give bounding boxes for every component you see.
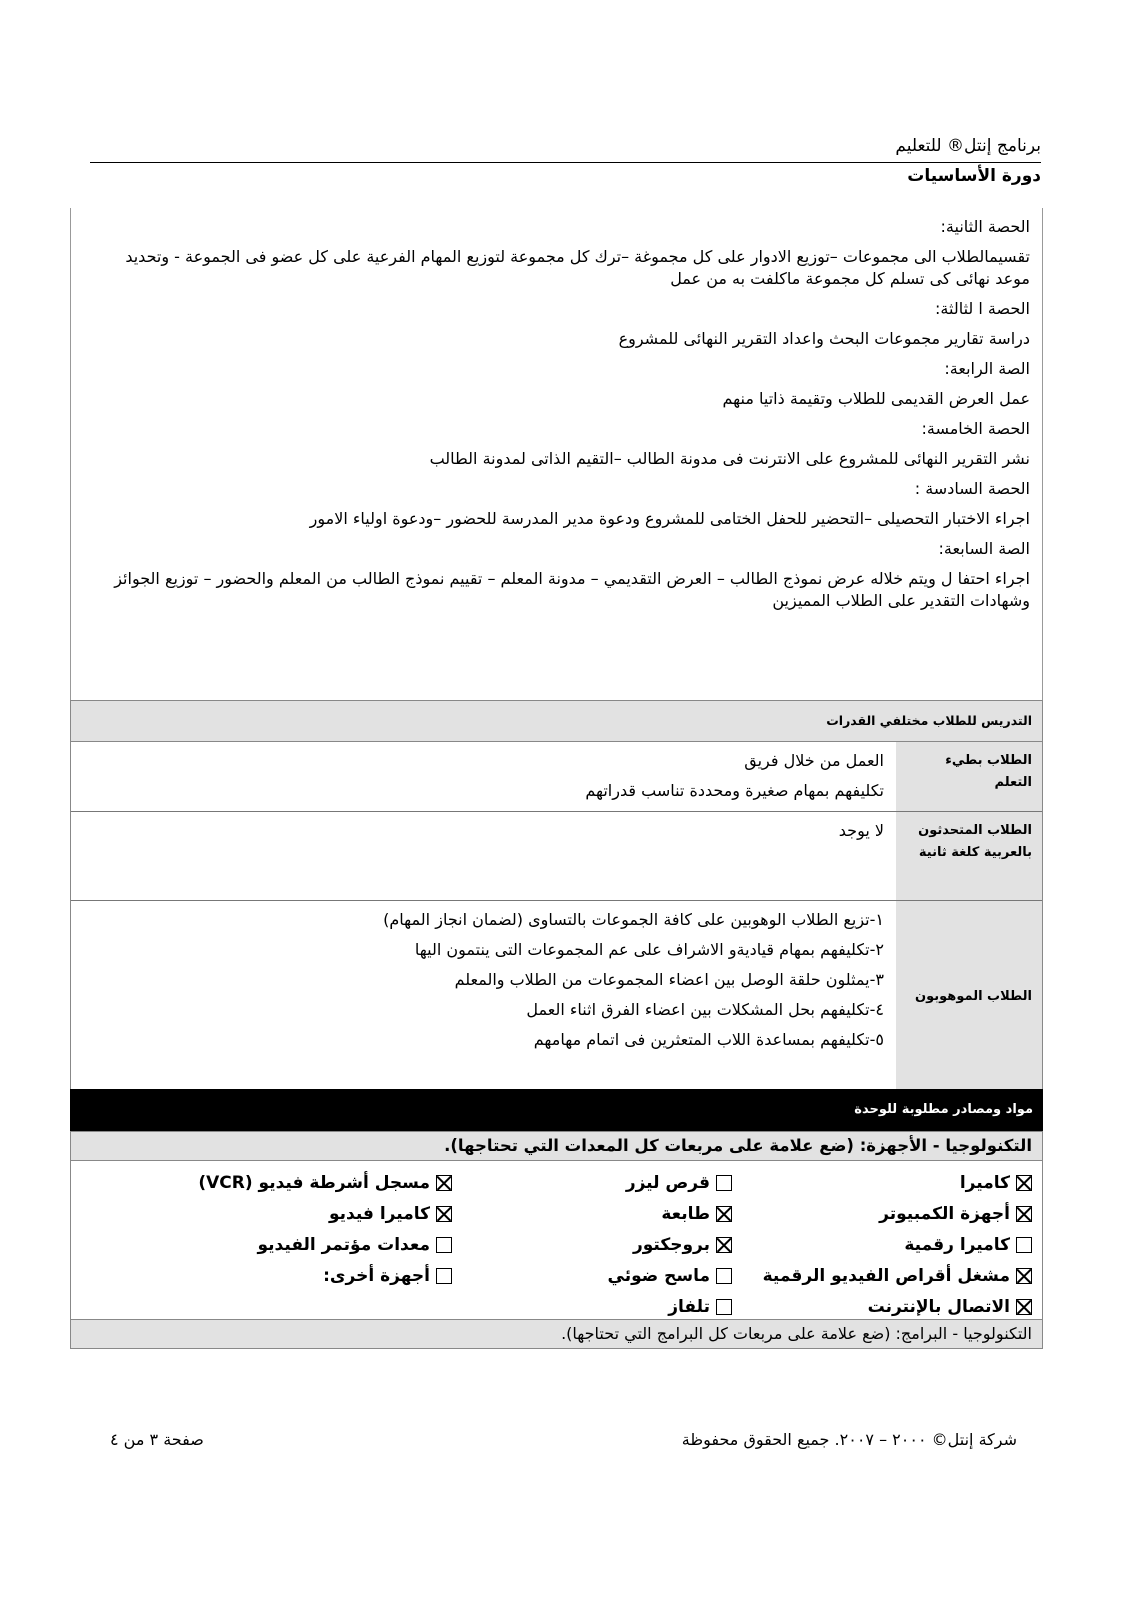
slow-learners-content xyxy=(71,742,896,811)
hardware-item-vcr xyxy=(152,1167,452,1198)
materials-heading: مواد ومصادر مطلوبة للوحدة xyxy=(70,1089,1043,1131)
checkbox-checked-icon[interactable] xyxy=(1016,1299,1032,1315)
lesson-heading: الحصة الثانية: xyxy=(940,217,1030,236)
hardware-item-label: مشغل أقراص الفيديو الرقمية xyxy=(762,1265,1010,1286)
hardware-item-camera xyxy=(772,1167,1032,1198)
strategy-line: ٣-يمثلون حلقة الوصل بين اعضاء المجموعات من الطلاب والمعلم xyxy=(454,970,884,989)
hardware-item-label: قرص ليزر xyxy=(625,1172,710,1193)
lesson-heading: الحصة السادسة : xyxy=(914,479,1030,498)
hardware-item-label: الاتصال بالإنترنت xyxy=(867,1296,1010,1317)
arabic-second-language-content xyxy=(71,812,896,900)
hardware-item-video-camera xyxy=(152,1198,452,1229)
lesson-heading: الصة السابعة: xyxy=(938,539,1030,558)
hardware-item-label: معدات مؤتمر الفيديو xyxy=(257,1234,430,1255)
hardware-column xyxy=(152,1167,452,1291)
hardware-item-scanner xyxy=(552,1260,732,1291)
hardware-item-label: كاميرا xyxy=(959,1172,1010,1193)
checkbox-empty-icon[interactable] xyxy=(716,1175,732,1191)
checkbox-checked-icon[interactable] xyxy=(1016,1206,1032,1222)
hardware-checklist xyxy=(70,1161,1043,1319)
lesson-text: تقسيمالطلاب الى مجموعات –توزيع الادوار على كل مجموغة –ترك كل مجموعة لتوزيع المهام الفرعية على كل عضو فى الجموعة - وتحديد موعد نهائى كى تسلم كل مجموعة ماكلفت به من عمل xyxy=(125,247,1030,288)
lesson-text: دراسة تقارير مجموعات البحث واعداد التقرير النهائى للمشروع xyxy=(618,329,1030,348)
footer-page-number: صفحة ٣ من ٤ xyxy=(110,1430,204,1449)
hardware-item-internet xyxy=(772,1291,1032,1322)
hardware-heading: التكنولوجيا - الأجهزة: (ضع علامة على مربعات كل المعدات التي تحتاجها). xyxy=(70,1131,1043,1161)
hardware-item-label: أجهزة الكمبيوتر xyxy=(879,1203,1010,1224)
hardware-column xyxy=(552,1167,732,1322)
hardware-item-label: كاميرا رقمية xyxy=(904,1234,1010,1255)
checkbox-checked-icon[interactable] xyxy=(1016,1268,1032,1284)
hardware-item-laser-disk xyxy=(552,1167,732,1198)
strategy-line: ٤-تكليفهم بحل المشكلات بين اعضاء الفرق اثناء العمل xyxy=(526,1000,884,1019)
strategy-line: ١-تزيع الطلاب الوهوبين على كافة الجموعات بالتساوى (لضمان انجاز المهام) xyxy=(383,910,884,929)
program-title: برنامج إنتل® للتعليم xyxy=(895,136,1041,156)
arabic-second-language-row xyxy=(71,812,1042,901)
strategy-line: لا يوجد xyxy=(838,821,884,840)
hardware-item-label: مسجل أشرطة فيديو (VCR) xyxy=(198,1172,430,1193)
hardware-item-label: كاميرا فيديو xyxy=(329,1203,430,1224)
lesson-text: اجراء احتفا ل ويتم خلاله عرض نموذج الطالب – العرض التقديمي – مدونة المعلم – تقييم نموذج الطالب من المعلم والحضور – توزيع الجوائز وشهادات التقدير على الطلاب المميزين xyxy=(114,569,1030,610)
hardware-item-label: ماسح ضوئي xyxy=(607,1265,710,1286)
hardware-item-computers xyxy=(772,1198,1032,1229)
checkbox-empty-icon[interactable] xyxy=(436,1268,452,1284)
lesson-procedures-section xyxy=(70,208,1043,700)
strategy-line: العمل من خلال فريق xyxy=(744,751,884,770)
lesson-text: عمل العرض القديمى للطلاب وتقيمة ذاتيا منهم xyxy=(722,389,1030,408)
strategy-line: تكليفهم بمهام صغيرة ومحددة تناسب قدراتهم xyxy=(585,781,884,800)
lesson-text: نشر التقرير النهائى للمشروع على الانترنت فى مدونة الطالب –التقيم الذاتى لمدونة الطالب xyxy=(429,449,1030,468)
header-divider xyxy=(90,162,1041,163)
slow-learners-label: الطلاب بطيء التعلم xyxy=(896,742,1042,811)
lesson-heading: الحصة الخامسة: xyxy=(921,419,1030,438)
gifted-students-label: الطلاب الموهوبون xyxy=(896,901,1042,1093)
hardware-item-label: أجهزة أخرى: xyxy=(323,1265,430,1286)
footer-copyright: شركة إنتل© ٢٠٠٠ – ٢٠٠٧. جميع الحقوق محفوظة xyxy=(681,1430,1017,1449)
hardware-item-label: تلفاز xyxy=(668,1296,710,1317)
hardware-item-television xyxy=(552,1291,732,1322)
hardware-item-label: طابعة xyxy=(661,1203,710,1224)
strategy-line: ٥-تكليفهم بمساعدة اللاب المتعثرين فى اتمام مهامهم xyxy=(533,1030,884,1049)
software-heading: التكنولوجيا - البرامج: (ضع علامة على مربعات كل البرامج التي تحتاجها). xyxy=(70,1319,1043,1349)
slow-learners-row xyxy=(71,742,1042,812)
differentiation-table xyxy=(70,700,1043,1094)
gifted-students-row xyxy=(71,901,1042,1094)
hardware-item-printer xyxy=(552,1198,732,1229)
hardware-column xyxy=(762,1167,1032,1322)
checkbox-checked-icon[interactable] xyxy=(1016,1175,1032,1191)
checkbox-empty-icon[interactable] xyxy=(436,1237,452,1253)
hardware-item-video-conferencing xyxy=(152,1229,452,1260)
checkbox-empty-icon[interactable] xyxy=(1016,1237,1032,1253)
strategy-line: ٢-تكليفهم بمهام قياديةو الاشراف على عم المجموعات التى ينتمون اليها xyxy=(414,940,884,959)
lesson-heading: الحصة ا لثالثة: xyxy=(935,299,1030,318)
course-name: دورة الأساسيات xyxy=(907,166,1041,186)
checkbox-checked-icon[interactable] xyxy=(436,1175,452,1191)
hardware-item-projector xyxy=(552,1229,732,1260)
checkbox-checked-icon[interactable] xyxy=(716,1206,732,1222)
arabic-second-language-label: الطلاب المتحدثون بالعربية كلغة ثانية xyxy=(896,812,1042,900)
checkbox-checked-icon[interactable] xyxy=(716,1237,732,1253)
hardware-item-label: بروجكتور xyxy=(632,1234,710,1255)
lesson-text: اجراء الاختبار التحصيلى –التحضير للحفل الختامى للمشروع ودعوة مدير المدرسة للحضور –ودعوة اولياء الامور xyxy=(309,509,1030,528)
hardware-item-other xyxy=(152,1260,452,1291)
checkbox-checked-icon[interactable] xyxy=(436,1206,452,1222)
lesson-heading: الصة الرابعة: xyxy=(944,359,1030,378)
checkbox-empty-icon[interactable] xyxy=(716,1299,732,1315)
gifted-students-content xyxy=(71,901,896,1093)
differentiation-heading: التدريس للطلاب مختلفي القدرات xyxy=(71,701,1042,742)
hardware-item-dvd-player xyxy=(762,1260,1032,1291)
checkbox-empty-icon[interactable] xyxy=(716,1268,732,1284)
hardware-item-digital-camera xyxy=(772,1229,1032,1260)
